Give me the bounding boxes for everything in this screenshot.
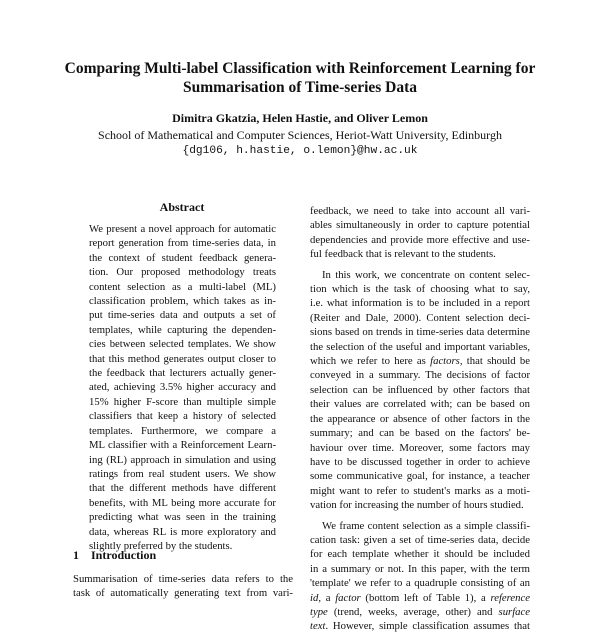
body-line: for each template whether it should be included <box>310 548 530 561</box>
right-column-body <box>310 204 530 634</box>
abstract-line: that the different methods have different <box>89 482 276 495</box>
section-heading-introduction <box>73 548 293 563</box>
section-title: Introduction <box>91 548 157 562</box>
body-line: 'template' we refer to a quadruple consisting of an <box>310 577 530 590</box>
abstract-line: that this method generates output closer to <box>89 352 276 365</box>
email-addresses: {dg106, h.hastie, o.lemon}@hw.ac.uk <box>182 145 418 157</box>
body-line: (Reiter and Dale, 2000). Content selection deci- <box>310 311 530 324</box>
body-line: summary; and can be based on the factors' be- <box>310 427 530 440</box>
text-run: , that should be <box>459 355 530 368</box>
affiliation: School of Mathematical and Computer Sciences, Heriot-Watt University, Edinburgh <box>98 128 502 142</box>
emphasis-text: reference <box>490 591 530 604</box>
body-line: the appearance or absence of other factors in the <box>310 412 530 425</box>
body-line: might want to refer to student's marks as a moti- <box>310 484 530 497</box>
body-line: in a summary or not. In this paper, with the term <box>310 562 530 575</box>
abstract-line: templates, while capturing the dependen- <box>89 323 276 336</box>
abstract-line: ML classifier with a Reinforcement Learn- <box>89 439 276 452</box>
abstract-line: We present a novel approach for automatic <box>89 223 276 235</box>
body-line: haviour over time. Moreover, some factors may <box>310 441 530 454</box>
introduction-body <box>73 572 293 601</box>
body-line <box>310 354 530 368</box>
abstract-heading: Abstract <box>159 200 205 214</box>
body-line <box>310 605 530 619</box>
abstract-line: content selection as a multi-label (ML) <box>89 280 276 293</box>
title-line-1: Comparing Multi-label Classification with Reinforcement Learning for <box>64 60 536 77</box>
body-line: their values are correlated with; can be based on <box>310 398 530 411</box>
abstract-line: report generation from time-series data, in <box>89 237 276 250</box>
emphasis-text: factors <box>430 355 460 368</box>
body-line <box>310 591 530 605</box>
abstract-line: the feedback that lecturers actually gener- <box>89 367 276 380</box>
emphasis-text: id <box>310 591 319 604</box>
section-number: 1 <box>73 548 79 562</box>
abstract-line: templates. Furthermore, we compare a <box>89 424 276 437</box>
body-line: We frame content selection as a simple classifi- <box>322 519 530 532</box>
body-line: vation for increasing the number of hours studied. <box>310 499 524 512</box>
abstract-line: ratings from real student users. We show <box>89 467 276 480</box>
abstract-line: put time-series data and outputs a set of <box>89 309 276 322</box>
body-line: cation task: given a set of time-series data, decide <box>310 533 530 546</box>
body-line: tion which is the task of choosing what to say, <box>310 283 530 296</box>
title-line-2: Summarisation of Time-series Data <box>182 79 418 96</box>
body-line: have to be discussed together in order to achieve <box>310 455 530 468</box>
body-line: dependencies and provide more effective and use- <box>310 233 530 246</box>
body-line <box>310 619 530 633</box>
text-run: which we refer to here as <box>310 355 431 368</box>
body-line: the selection of the useful and important variables, <box>310 340 530 353</box>
abstract-line: predicting what was seen in the training <box>89 511 276 524</box>
intro-line: task of automatically generating text from vari- <box>73 587 293 600</box>
text-run: , a <box>318 591 336 604</box>
emphasis-text: factor <box>335 591 361 604</box>
body-line: ables simultaneously in order to capture potential <box>310 219 530 232</box>
authors: Dimitra Gkatzia, Helen Hastie, and Oliver Lemon <box>172 111 428 125</box>
abstract-line: 15% higher F-score than multiple simple <box>89 395 276 408</box>
abstract-line: cies between selected templates. We show <box>89 338 276 351</box>
body-line: sions based on trends in time-series data determine <box>310 326 530 339</box>
emphasis-text: surface <box>498 605 530 618</box>
body-line: ful feedback that is relevant to the students. <box>310 248 496 261</box>
text-run: . However, simple classification assumes that <box>325 620 530 633</box>
abstract-line: classification problem, which takes as in- <box>89 295 276 308</box>
emphasis-text: text <box>310 620 326 633</box>
body-line: conveyed in a summary. The decisions of factor <box>310 369 530 382</box>
paper-title <box>40 59 560 97</box>
abstract-line: benefits, with ML being more accurate for <box>89 496 276 509</box>
body-line: selection can be influenced by other factors that <box>310 383 530 396</box>
body-line: feedback, we need to take into account all vari- <box>310 205 530 217</box>
text-run: (bottom left of Table 1), a <box>360 591 491 604</box>
body-line: some communicative goal, for instance, a teacher <box>310 470 530 483</box>
body-line: In this work, we concentrate on content selec- <box>322 268 530 281</box>
abstract-line: slightly preferred by the students. <box>89 539 233 552</box>
abstract-line: classifiers that keep a history of selected <box>89 410 276 423</box>
abstract-line: the context of student feedback genera- <box>89 251 276 264</box>
abstract-line: ated, achieving 3.5% higher accuracy and <box>89 381 276 394</box>
abstract-body <box>89 222 276 553</box>
intro-line: Summarisation of time-series data refers to the <box>73 573 293 585</box>
text-run: (trend, weeks, average, other) and <box>327 605 499 618</box>
abstract-line: data, whereas RL is more exploratory and <box>89 525 276 538</box>
abstract-line: tion. Our proposed methodology treats <box>89 266 276 279</box>
body-line: i.e. what information is to be included in a report <box>310 297 530 310</box>
emphasis-text: type <box>310 605 328 618</box>
abstract-line: ing (RL) approach in simulation and using <box>89 453 276 466</box>
